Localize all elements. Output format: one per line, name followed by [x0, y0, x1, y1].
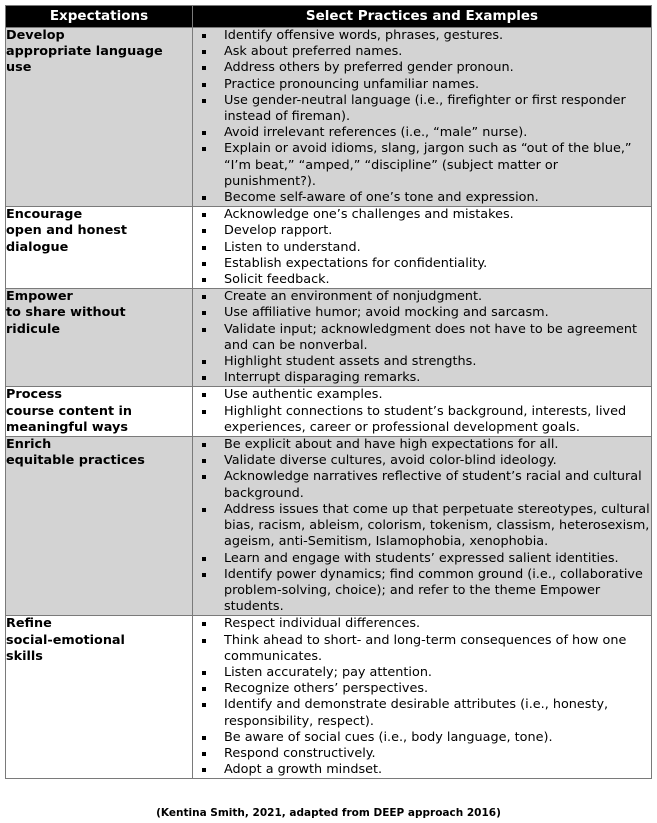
expectation-line: ridicule: [6, 321, 61, 337]
expectation-line: skills: [6, 648, 43, 664]
practices-table: [5, 5, 652, 779]
practice-item: Validate input; acknowledgment does not have to be agreement and can be nonverbal.: [193, 322, 651, 354]
practices-list: [193, 207, 651, 288]
practice-item: Recognize others’ perspectives.: [193, 681, 651, 697]
practice-item: Identify offensive words, phrases, gestures.: [193, 28, 651, 44]
practice-item: Use affiliative humor; avoid mocking and sarcasm.: [193, 305, 651, 321]
table-row: [6, 387, 652, 437]
practices-cell: [193, 28, 652, 207]
practice-item: Be explicit about and have high expectations for all.: [193, 437, 651, 453]
expectation-line: meaningful ways: [6, 419, 128, 435]
practice-item: Acknowledge narratives reflective of student’s racial and cultural background.: [193, 469, 651, 501]
expectation-line: course content in: [6, 403, 133, 419]
practice-item: Respect individual differences.: [193, 616, 651, 632]
table-row: [6, 207, 652, 289]
practices-list: [193, 437, 651, 615]
table-row: [6, 289, 652, 387]
expectation-line: to share without: [6, 305, 126, 321]
practice-item: Listen to understand.: [193, 240, 651, 256]
practice-item: Highlight connections to student’s background, interests, lived experiences, career or professional development goals.: [193, 404, 651, 436]
practice-item: Solicit feedback.: [193, 272, 651, 288]
practice-item: Create an environment of nonjudgment.: [193, 289, 651, 305]
practices-cell: [193, 387, 652, 437]
practice-item: Respond constructively.: [193, 746, 651, 762]
practices-list: [193, 28, 651, 206]
expectation-line: use: [6, 60, 32, 76]
practice-item: Become self-aware of one’s tone and expression.: [193, 190, 651, 206]
practice-item: Adopt a growth mindset.: [193, 762, 651, 778]
expectation-line: open and honest: [6, 223, 127, 239]
practice-item: Learn and engage with students’ expressed salient identities.: [193, 551, 651, 567]
practice-item: Think ahead to short- and long-term consequences of how one communicates.: [193, 633, 651, 665]
header-expectations: Expectations: [6, 6, 193, 28]
expectation-cell: [6, 28, 193, 207]
table-header-row: [6, 6, 652, 28]
practice-item: Interrupt disparaging remarks.: [193, 370, 651, 386]
practice-item: Explain or avoid idioms, slang, jargon such as “out of the blue,” “I’m beat,” “amped,” “discipline” (subject matter or punishment?).: [193, 141, 651, 190]
practice-item: Ask about preferred names.: [193, 44, 651, 60]
practices-cell: [193, 437, 652, 616]
expectation-cell: [6, 387, 193, 437]
practices-list: [193, 387, 651, 436]
expectation-cell: [6, 437, 193, 616]
practice-item: Address issues that come up that perpetuate stereotypes, cultural bias, racism, ableism, colorism, tokenism, classism, heterosexism, ageism, anti-Semitism, Islamophobia, xenophobia.: [193, 502, 651, 551]
practice-item: Practice pronouncing unfamiliar names.: [193, 77, 651, 93]
source-caption: (Kentina Smith, 2021, adapted from DEEP approach 2016): [156, 807, 501, 819]
expectation-cell: [6, 616, 193, 779]
expectation-cell: [6, 289, 193, 387]
practice-item: Validate diverse cultures, avoid color-blind ideology.: [193, 453, 651, 469]
expectation-line: Empower: [6, 289, 73, 305]
practice-item: Avoid irrelevant references (i.e., “male” nurse).: [193, 125, 651, 141]
practice-item: Listen accurately; pay attention.: [193, 665, 651, 681]
practices-cell: [193, 207, 652, 289]
practices-list: [193, 616, 651, 778]
practice-item: Acknowledge one’s challenges and mistakes.: [193, 207, 651, 223]
practice-item: Use gender-neutral language (i.e., firefighter or first responder instead of fireman).: [193, 93, 651, 125]
practices-cell: [193, 616, 652, 779]
table-body: [6, 28, 652, 779]
expectation-line: Process: [6, 387, 62, 403]
expectation-line: Encourage: [6, 207, 83, 223]
practices-cell: [193, 289, 652, 387]
practice-item: Establish expectations for confidentiality.: [193, 256, 651, 272]
expectation-cell: [6, 207, 193, 289]
expectation-line: appropriate language: [6, 44, 163, 60]
practice-item: Identify power dynamics; find common ground (i.e., collaborative problem-solving, choice); and refer to the theme Empower students.: [193, 567, 651, 616]
expectation-line: equitable practices: [6, 453, 145, 469]
expectation-line: Refine: [6, 616, 52, 632]
expectation-line: Develop: [6, 28, 65, 43]
expectation-line: Enrich: [6, 437, 52, 453]
practice-item: Address others by preferred gender pronoun.: [193, 60, 651, 76]
header-practices: Select Practices and Examples: [193, 6, 652, 28]
practice-item: Highlight student assets and strengths.: [193, 354, 651, 370]
expectation-line: dialogue: [6, 239, 69, 255]
expectation-line: social-emotional: [6, 632, 125, 648]
table-row: [6, 28, 652, 207]
practice-item: Be aware of social cues (i.e., body language, tone).: [193, 730, 651, 746]
table-row: [6, 616, 652, 779]
practice-item: Identify and demonstrate desirable attributes (i.e., honesty, responsibility, respect).: [193, 697, 651, 729]
table-row: [6, 437, 652, 616]
practices-list: [193, 289, 651, 386]
practice-item: Use authentic examples.: [193, 387, 651, 403]
practice-item: Develop rapport.: [193, 223, 651, 239]
